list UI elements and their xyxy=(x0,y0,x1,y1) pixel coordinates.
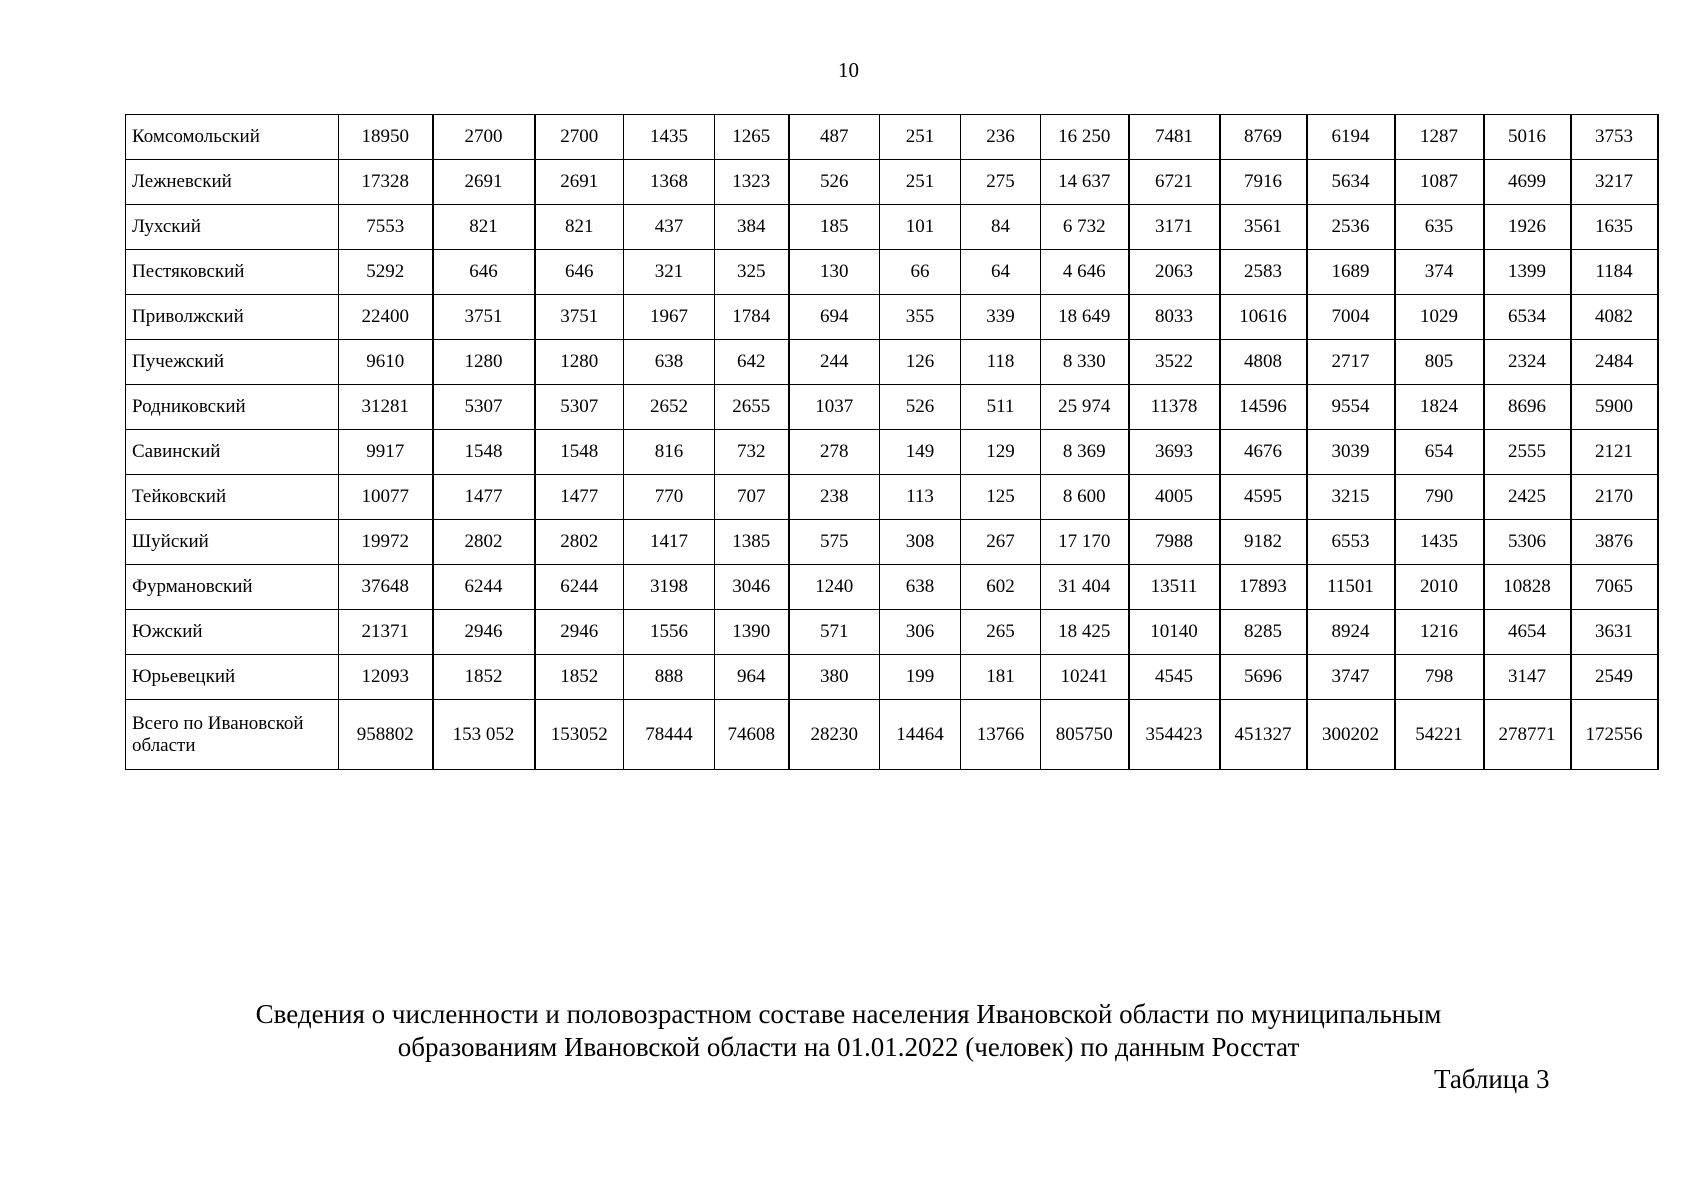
value-cell: 4595 xyxy=(1220,475,1307,520)
value-cell: 642 xyxy=(715,340,789,385)
value-cell: 244 xyxy=(789,340,880,385)
value-cell: 694 xyxy=(789,295,880,340)
value-cell: 816 xyxy=(624,430,715,475)
value-cell: 10077 xyxy=(339,475,433,520)
value-cell: 1184 xyxy=(1571,250,1658,295)
table-title-line-2: образованиям Ивановской области на 01.01.2022 (человек) по данным Росстат xyxy=(397,1032,1300,1062)
table-title xyxy=(0,998,1697,1064)
value-cell: 526 xyxy=(789,160,880,205)
value-cell: 21371 xyxy=(339,610,433,655)
value-cell: 487 xyxy=(789,115,880,160)
district-name-cell: Комсомольский xyxy=(126,115,339,160)
value-cell: 5307 xyxy=(535,385,624,430)
value-cell: 3147 xyxy=(1484,655,1571,700)
value-cell: 278771 xyxy=(1484,700,1571,770)
value-cell: 3876 xyxy=(1571,520,1658,565)
table-row xyxy=(126,115,1658,160)
value-cell: 339 xyxy=(961,295,1041,340)
value-cell: 17893 xyxy=(1220,565,1307,610)
value-cell: 8 369 xyxy=(1041,430,1129,475)
page-number: 10 xyxy=(838,58,859,82)
value-cell: 654 xyxy=(1395,430,1484,475)
value-cell: 4 646 xyxy=(1041,250,1129,295)
value-cell: 17 170 xyxy=(1041,520,1129,565)
district-name-cell: Лежневский xyxy=(126,160,339,205)
value-cell: 14596 xyxy=(1220,385,1307,430)
value-cell: 6194 xyxy=(1307,115,1395,160)
value-cell: 10828 xyxy=(1484,565,1571,610)
value-cell: 3215 xyxy=(1307,475,1395,520)
value-cell: 14464 xyxy=(880,700,961,770)
value-cell: 3217 xyxy=(1571,160,1658,205)
table-row xyxy=(126,475,1658,520)
value-cell: 2170 xyxy=(1571,475,1658,520)
value-cell: 2700 xyxy=(433,115,535,160)
value-cell: 790 xyxy=(1395,475,1484,520)
value-cell: 9917 xyxy=(339,430,433,475)
value-cell: 2946 xyxy=(535,610,624,655)
value-cell: 888 xyxy=(624,655,715,700)
value-cell: 4082 xyxy=(1571,295,1658,340)
value-cell: 5307 xyxy=(433,385,535,430)
value-cell: 7004 xyxy=(1307,295,1395,340)
value-cell: 1824 xyxy=(1395,385,1484,430)
value-cell: 2946 xyxy=(433,610,535,655)
value-cell: 14 637 xyxy=(1041,160,1129,205)
value-cell: 380 xyxy=(789,655,880,700)
district-name-cell: Савинский xyxy=(126,430,339,475)
district-name-cell: Приволжский xyxy=(126,295,339,340)
value-cell: 2802 xyxy=(535,520,624,565)
value-cell: 325 xyxy=(715,250,789,295)
value-cell: 6534 xyxy=(1484,295,1571,340)
value-cell: 1216 xyxy=(1395,610,1484,655)
value-cell: 437 xyxy=(624,205,715,250)
table-title-line-1: Сведения о численности и половозрастном составе населения Ивановской области по муниципальным xyxy=(255,999,1442,1029)
value-cell: 153052 xyxy=(535,700,624,770)
table-row xyxy=(126,340,1658,385)
value-cell: 2691 xyxy=(535,160,624,205)
value-cell: 8 330 xyxy=(1041,340,1129,385)
value-cell: 1548 xyxy=(535,430,624,475)
value-cell: 805750 xyxy=(1041,700,1129,770)
value-cell: 22400 xyxy=(339,295,433,340)
value-cell: 84 xyxy=(961,205,1041,250)
value-cell: 54221 xyxy=(1395,700,1484,770)
district-name-cell: Родниковский xyxy=(126,385,339,430)
value-cell: 354423 xyxy=(1129,700,1220,770)
table-row xyxy=(126,655,1658,700)
value-cell: 118 xyxy=(961,340,1041,385)
value-cell: 3753 xyxy=(1571,115,1658,160)
value-cell: 1323 xyxy=(715,160,789,205)
value-cell: 129 xyxy=(961,430,1041,475)
value-cell: 10616 xyxy=(1220,295,1307,340)
value-cell: 1852 xyxy=(535,655,624,700)
value-cell: 1967 xyxy=(624,295,715,340)
value-cell: 5634 xyxy=(1307,160,1395,205)
value-cell: 5292 xyxy=(339,250,433,295)
value-cell: 1280 xyxy=(433,340,535,385)
value-cell: 236 xyxy=(961,115,1041,160)
value-cell: 125 xyxy=(961,475,1041,520)
value-cell: 1417 xyxy=(624,520,715,565)
district-name-cell: Южский xyxy=(126,610,339,655)
value-cell: 8 600 xyxy=(1041,475,1129,520)
value-cell: 635 xyxy=(1395,205,1484,250)
table-row xyxy=(126,160,1658,205)
value-cell: 5306 xyxy=(1484,520,1571,565)
value-cell: 3751 xyxy=(535,295,624,340)
district-name-cell: Лухский xyxy=(126,205,339,250)
value-cell: 31 404 xyxy=(1041,565,1129,610)
value-cell: 12093 xyxy=(339,655,433,700)
value-cell: 1037 xyxy=(789,385,880,430)
value-cell: 732 xyxy=(715,430,789,475)
value-cell: 101 xyxy=(880,205,961,250)
value-cell: 2691 xyxy=(433,160,535,205)
value-cell: 9610 xyxy=(339,340,433,385)
value-cell: 1287 xyxy=(1395,115,1484,160)
value-cell: 2484 xyxy=(1571,340,1658,385)
district-name-cell: Шуйский xyxy=(126,520,339,565)
value-cell: 181 xyxy=(961,655,1041,700)
value-cell: 28230 xyxy=(789,700,880,770)
value-cell: 11378 xyxy=(1129,385,1220,430)
table-row xyxy=(126,205,1658,250)
value-cell: 3522 xyxy=(1129,340,1220,385)
value-cell: 2717 xyxy=(1307,340,1395,385)
value-cell: 3046 xyxy=(715,565,789,610)
value-cell: 4654 xyxy=(1484,610,1571,655)
value-cell: 172556 xyxy=(1571,700,1658,770)
value-cell: 1087 xyxy=(1395,160,1484,205)
value-cell: 4808 xyxy=(1220,340,1307,385)
value-cell: 8285 xyxy=(1220,610,1307,655)
value-cell: 958802 xyxy=(339,700,433,770)
table-row xyxy=(126,520,1658,565)
value-cell: 1368 xyxy=(624,160,715,205)
value-cell: 153 052 xyxy=(433,700,535,770)
table-row xyxy=(126,610,1658,655)
value-cell: 646 xyxy=(433,250,535,295)
value-cell: 2555 xyxy=(1484,430,1571,475)
value-cell: 1548 xyxy=(433,430,535,475)
value-cell: 1689 xyxy=(1307,250,1395,295)
table-row xyxy=(126,430,1658,475)
value-cell: 18950 xyxy=(339,115,433,160)
value-cell: 2063 xyxy=(1129,250,1220,295)
value-cell: 7988 xyxy=(1129,520,1220,565)
value-cell: 374 xyxy=(1395,250,1484,295)
value-cell: 78444 xyxy=(624,700,715,770)
value-cell: 451327 xyxy=(1220,700,1307,770)
value-cell: 2802 xyxy=(433,520,535,565)
value-cell: 2655 xyxy=(715,385,789,430)
value-cell: 1240 xyxy=(789,565,880,610)
value-cell: 238 xyxy=(789,475,880,520)
value-cell: 964 xyxy=(715,655,789,700)
value-cell: 3751 xyxy=(433,295,535,340)
table-total-row xyxy=(126,700,1658,770)
population-table xyxy=(125,114,1659,770)
value-cell: 646 xyxy=(535,250,624,295)
value-cell: 3171 xyxy=(1129,205,1220,250)
table-number-label: Таблица 3 xyxy=(1434,1064,1550,1094)
district-name-cell: Юрьевецкий xyxy=(126,655,339,700)
value-cell: 5696 xyxy=(1220,655,1307,700)
value-cell: 575 xyxy=(789,520,880,565)
value-cell: 308 xyxy=(880,520,961,565)
table-body xyxy=(126,115,1658,770)
value-cell: 3631 xyxy=(1571,610,1658,655)
value-cell: 1390 xyxy=(715,610,789,655)
value-cell: 1280 xyxy=(535,340,624,385)
value-cell: 6553 xyxy=(1307,520,1395,565)
value-cell: 25 974 xyxy=(1041,385,1129,430)
value-cell: 3747 xyxy=(1307,655,1395,700)
value-cell: 1556 xyxy=(624,610,715,655)
value-cell: 770 xyxy=(624,475,715,520)
value-cell: 8769 xyxy=(1220,115,1307,160)
value-cell: 11501 xyxy=(1307,565,1395,610)
value-cell: 18 649 xyxy=(1041,295,1129,340)
value-cell: 18 425 xyxy=(1041,610,1129,655)
value-cell: 2010 xyxy=(1395,565,1484,610)
value-cell: 251 xyxy=(880,160,961,205)
value-cell: 19972 xyxy=(339,520,433,565)
value-cell: 10140 xyxy=(1129,610,1220,655)
value-cell: 2549 xyxy=(1571,655,1658,700)
value-cell: 300202 xyxy=(1307,700,1395,770)
table-row xyxy=(126,250,1658,295)
value-cell: 149 xyxy=(880,430,961,475)
value-cell: 526 xyxy=(880,385,961,430)
district-name-cell: Всего по Ивановской области xyxy=(126,700,339,770)
value-cell: 805 xyxy=(1395,340,1484,385)
value-cell: 1477 xyxy=(535,475,624,520)
value-cell: 37648 xyxy=(339,565,433,610)
value-cell: 6244 xyxy=(433,565,535,610)
value-cell: 2121 xyxy=(1571,430,1658,475)
value-cell: 7481 xyxy=(1129,115,1220,160)
value-cell: 3198 xyxy=(624,565,715,610)
value-cell: 113 xyxy=(880,475,961,520)
value-cell: 4699 xyxy=(1484,160,1571,205)
value-cell: 1399 xyxy=(1484,250,1571,295)
value-cell: 1635 xyxy=(1571,205,1658,250)
value-cell: 8924 xyxy=(1307,610,1395,655)
value-cell: 1029 xyxy=(1395,295,1484,340)
value-cell: 3561 xyxy=(1220,205,1307,250)
value-cell: 1385 xyxy=(715,520,789,565)
value-cell: 1265 xyxy=(715,115,789,160)
value-cell: 251 xyxy=(880,115,961,160)
value-cell: 7553 xyxy=(339,205,433,250)
value-cell: 66 xyxy=(880,250,961,295)
value-cell: 2324 xyxy=(1484,340,1571,385)
value-cell: 6244 xyxy=(535,565,624,610)
value-cell: 3693 xyxy=(1129,430,1220,475)
district-name-cell: Пестяковский xyxy=(126,250,339,295)
value-cell: 8033 xyxy=(1129,295,1220,340)
value-cell: 355 xyxy=(880,295,961,340)
value-cell: 4545 xyxy=(1129,655,1220,700)
value-cell: 5016 xyxy=(1484,115,1571,160)
value-cell: 638 xyxy=(880,565,961,610)
value-cell: 7065 xyxy=(1571,565,1658,610)
value-cell: 602 xyxy=(961,565,1041,610)
value-cell: 3039 xyxy=(1307,430,1395,475)
value-cell: 1784 xyxy=(715,295,789,340)
value-cell: 2583 xyxy=(1220,250,1307,295)
value-cell: 278 xyxy=(789,430,880,475)
value-cell: 130 xyxy=(789,250,880,295)
value-cell: 64 xyxy=(961,250,1041,295)
value-cell: 5900 xyxy=(1571,385,1658,430)
value-cell: 17328 xyxy=(339,160,433,205)
value-cell: 185 xyxy=(789,205,880,250)
value-cell: 6 732 xyxy=(1041,205,1129,250)
value-cell: 4005 xyxy=(1129,475,1220,520)
value-cell: 265 xyxy=(961,610,1041,655)
value-cell: 1852 xyxy=(433,655,535,700)
value-cell: 13766 xyxy=(961,700,1041,770)
value-cell: 306 xyxy=(880,610,961,655)
district-name-cell: Пучежский xyxy=(126,340,339,385)
value-cell: 2536 xyxy=(1307,205,1395,250)
table-row xyxy=(126,565,1658,610)
district-name-cell: Фурмановский xyxy=(126,565,339,610)
value-cell: 199 xyxy=(880,655,961,700)
value-cell: 321 xyxy=(624,250,715,295)
value-cell: 798 xyxy=(1395,655,1484,700)
value-cell: 821 xyxy=(535,205,624,250)
value-cell: 13511 xyxy=(1129,565,1220,610)
value-cell: 8696 xyxy=(1484,385,1571,430)
value-cell: 4676 xyxy=(1220,430,1307,475)
value-cell: 511 xyxy=(961,385,1041,430)
value-cell: 275 xyxy=(961,160,1041,205)
table-row xyxy=(126,295,1658,340)
value-cell: 9182 xyxy=(1220,520,1307,565)
district-name-cell: Тейковский xyxy=(126,475,339,520)
value-cell: 821 xyxy=(433,205,535,250)
value-cell: 74608 xyxy=(715,700,789,770)
value-cell: 2700 xyxy=(535,115,624,160)
value-cell: 1477 xyxy=(433,475,535,520)
value-cell: 1926 xyxy=(1484,205,1571,250)
value-cell: 384 xyxy=(715,205,789,250)
value-cell: 10241 xyxy=(1041,655,1129,700)
value-cell: 7916 xyxy=(1220,160,1307,205)
value-cell: 1435 xyxy=(1395,520,1484,565)
value-cell: 707 xyxy=(715,475,789,520)
value-cell: 571 xyxy=(789,610,880,655)
value-cell: 2425 xyxy=(1484,475,1571,520)
value-cell: 16 250 xyxy=(1041,115,1129,160)
value-cell: 126 xyxy=(880,340,961,385)
value-cell: 2652 xyxy=(624,385,715,430)
table-row xyxy=(126,385,1658,430)
value-cell: 1435 xyxy=(624,115,715,160)
value-cell: 6721 xyxy=(1129,160,1220,205)
value-cell: 31281 xyxy=(339,385,433,430)
value-cell: 9554 xyxy=(1307,385,1395,430)
value-cell: 267 xyxy=(961,520,1041,565)
value-cell: 638 xyxy=(624,340,715,385)
